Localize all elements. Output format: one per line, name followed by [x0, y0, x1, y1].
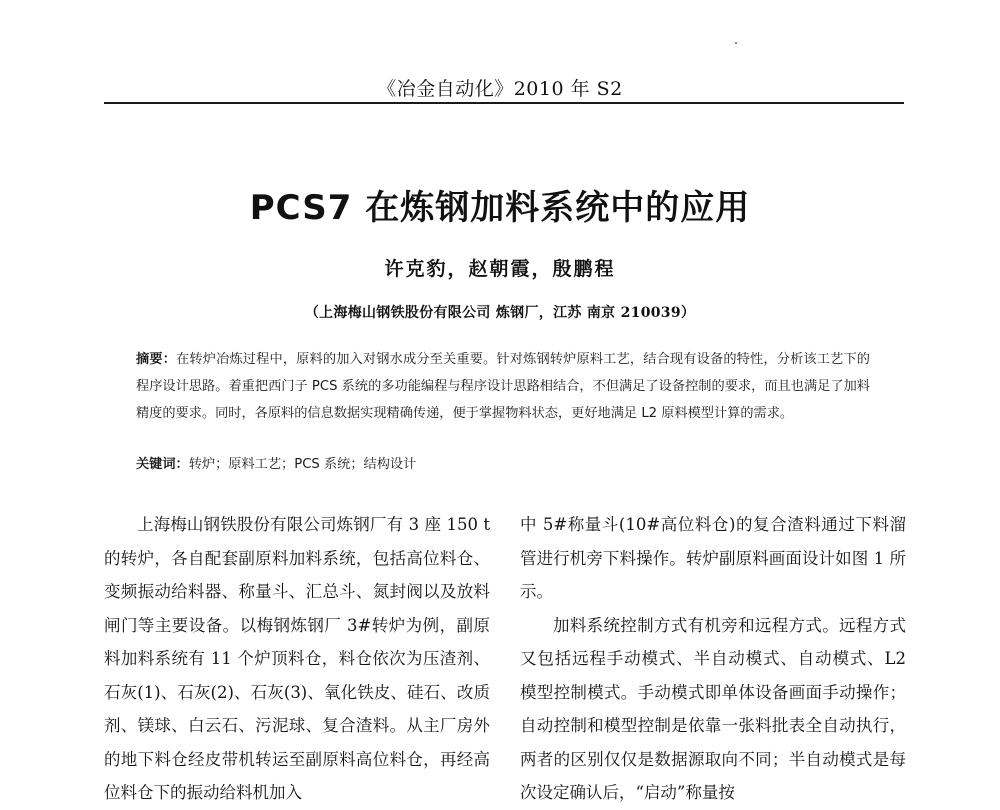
body-column-right: [520, 508, 906, 810]
body-column-left: [104, 508, 490, 810]
scan-speck: [735, 42, 737, 44]
journal-header: 《冶金自动化》2010 年 S2: [377, 78, 623, 100]
author-list: 许克豹，赵朝霞，殷鹏程: [384, 258, 616, 280]
keywords-text: 转炉；原料工艺；PCS 系统；结构设计: [188, 457, 417, 472]
abstract: [136, 346, 870, 427]
body-paragraph: 中 5#称量斗(10#高位料仓)的复合渣料通过下料溜管进行机旁下料操作。转炉副原料画面设计如图 1 所示。: [520, 515, 906, 601]
abstract-label: 摘要：: [136, 352, 177, 367]
header-rule: [104, 102, 904, 104]
body-paragraph: 上海梅山钢铁股份有限公司炼钢厂有 3 座 150 t 的转炉，各自配套副原料加料系统，包括高位料仓、变频振动给料器、称量斗、汇总斗、氮封阀以及放料闸门等主要设备。以梅钢炼钢厂 3#转炉为例，副原料加料系统有 11 个炉顶料仓，料仓依次为压渣剂、石灰(1)、石灰(2)、石灰(3)、氧化铁皮、硅石、改质剂、镁球、白云石、污泥球、复合渣料。从主厂房外的地下料仓经皮带机转运至副原料高位料仓，再经高位料仓下的振动给料机加入: [104, 515, 490, 802]
keywords-label: 关键词：: [136, 457, 189, 472]
affiliation: （上海梅山钢铁股份有限公司 炼钢厂，江苏 南京 210039）: [304, 305, 696, 321]
keywords: [136, 452, 870, 478]
paper-title: PCS7 在炼钢加料系统中的应用: [249, 188, 751, 228]
body-paragraph: 加料系统控制方式有机旁和远程方式。远程方式又包括远程手动模式、半自动模式、自动模式、L2 模型控制模式。手动模式即单体设备画面手动操作；自动控制和模型控制是依靠一张料批表全自动执行，两者的区别仅仅是数据源取向不同；半自动模式是每次设定确认后，“启动”称量按: [520, 615, 906, 802]
abstract-text: 在转炉冶炼过程中，原料的加入对钢水成分至关重要。针对炼钢转炉原料工艺，结合现有设备的特性，分析该工艺下的程序设计思路。着重把西门子 PCS 系统的多功能编程与程序设计思路相结合，不但满足了设备控制的要求，而且也满足了加料精度的要求。同时，各原料的信息数据实现精确传递，便于掌握物料状态，更好地满足 L2 原料模型计算的需求。: [136, 352, 870, 421]
